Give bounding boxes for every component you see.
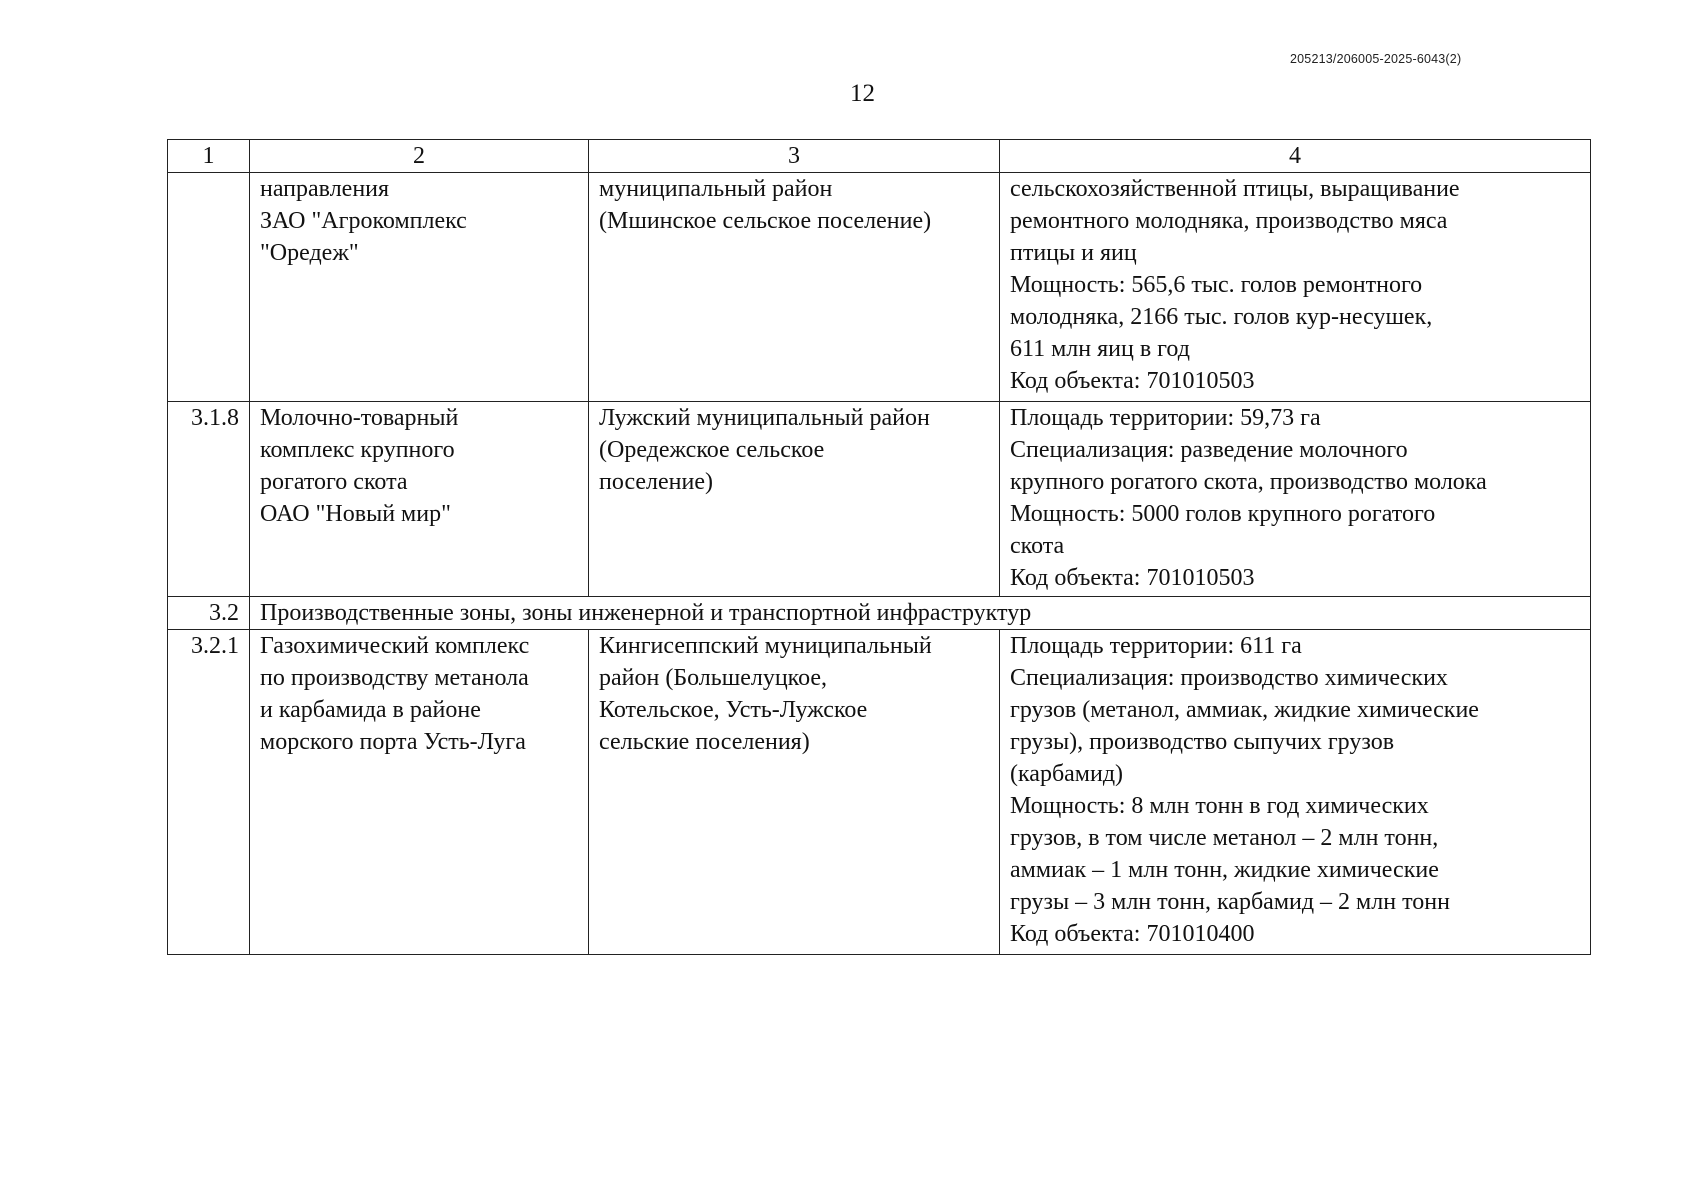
characteristics-cell bbox=[1000, 402, 1591, 597]
cell-line: грузов (метанол, аммиак, жидкие химические bbox=[1010, 697, 1479, 723]
cell-line: Код объекта: 701010400 bbox=[1010, 921, 1255, 947]
characteristics-cell bbox=[1000, 173, 1591, 402]
cell-line: Мощность: 8 млн тонн в год химических bbox=[1010, 793, 1429, 819]
cell-line: Лужский муниципальный район bbox=[599, 405, 930, 431]
cell-line: ремонтного молодняка, производство мяса bbox=[1010, 208, 1448, 234]
column-header: 4 bbox=[1000, 140, 1591, 173]
cell-line: направления bbox=[260, 176, 390, 202]
cell-line: морского порта Усть-Луга bbox=[260, 729, 526, 755]
cell-line: Специализация: разведение молочного bbox=[1010, 437, 1408, 463]
object-name-cell bbox=[250, 630, 589, 955]
object-name-cell bbox=[250, 402, 589, 597]
location-cell bbox=[589, 402, 1000, 597]
cell-line: Молочно-товарный bbox=[260, 405, 459, 431]
cell-line: Мощность: 565,6 тыс. голов ремонтного bbox=[1010, 272, 1423, 298]
document-id: 205213/206005-2025-6043(2) bbox=[1290, 52, 1462, 66]
row-number-cell: 3.2.1 bbox=[168, 630, 250, 955]
cell-line: Котельское, Усть-Лужское bbox=[599, 697, 868, 723]
cell-line: ЗАО "Агрокомплекс bbox=[260, 208, 467, 234]
cell-line: птицы и яиц bbox=[1010, 240, 1137, 266]
cell-line: (Оредежское сельское bbox=[599, 437, 825, 463]
cell-line: Площадь территории: 611 га bbox=[1010, 633, 1302, 659]
cell-line: Газохимический комплекс bbox=[260, 633, 530, 659]
cell-line: Специализация: производство химических bbox=[1010, 665, 1448, 691]
location-cell bbox=[589, 630, 1000, 955]
cell-line: аммиак – 1 млн тонн, жидкие химические bbox=[1010, 857, 1439, 883]
cell-line: молодняка, 2166 тыс. голов кур-несушек, bbox=[1010, 304, 1433, 330]
object-name-cell bbox=[250, 173, 589, 402]
cell-line: район (Большелуцкое, bbox=[599, 665, 828, 691]
cell-line: Площадь территории: 59,73 га bbox=[1010, 405, 1321, 431]
section-title-cell: Производственные зоны, зоны инженерной и транспортной инфраструктур bbox=[250, 597, 1591, 630]
cell-line: сельскохозяйственной птицы, выращивание bbox=[1010, 176, 1460, 202]
cell-line: "Оредеж" bbox=[260, 240, 359, 266]
cell-line: и карбамида в районе bbox=[260, 697, 481, 723]
cell-line: поселение) bbox=[599, 469, 713, 495]
cell-line: грузов, в том числе метанол – 2 млн тонн, bbox=[1010, 825, 1439, 851]
cell-line: (карбамид) bbox=[1010, 761, 1124, 787]
row-number-cell: 3.1.8 bbox=[168, 402, 250, 597]
cell-line: грузы), производство сыпучих грузов bbox=[1010, 729, 1395, 755]
cell-line: Мощность: 5000 голов крупного рогатого bbox=[1010, 501, 1436, 527]
cell-line: ОАО "Новый мир" bbox=[260, 501, 451, 527]
data-table bbox=[167, 139, 1591, 955]
location-cell bbox=[589, 173, 1000, 402]
section-number-cell: 3.2 bbox=[168, 597, 250, 630]
cell-line: Кингисеппский муниципальный bbox=[599, 633, 932, 659]
table-row bbox=[168, 630, 1591, 955]
characteristics-cell bbox=[1000, 630, 1591, 955]
cell-line: по производству метанола bbox=[260, 665, 529, 691]
cell-line: сельские поселения) bbox=[599, 729, 810, 755]
cell-line: Код объекта: 701010503 bbox=[1010, 565, 1255, 591]
column-header: 2 bbox=[250, 140, 589, 173]
column-header: 3 bbox=[589, 140, 1000, 173]
table-header-row bbox=[168, 140, 1591, 173]
column-header: 1 bbox=[168, 140, 250, 173]
cell-line: скота bbox=[1010, 533, 1065, 559]
cell-line: 611 млн яиц в год bbox=[1010, 336, 1190, 362]
section-row bbox=[168, 597, 1591, 630]
table-row bbox=[168, 402, 1591, 597]
table-row bbox=[168, 173, 1591, 402]
row-number-cell bbox=[168, 173, 250, 402]
cell-line: муниципальный район bbox=[599, 176, 833, 202]
cell-line: (Мшинское сельское поселение) bbox=[599, 208, 932, 234]
cell-line: рогатого скота bbox=[260, 469, 408, 495]
cell-line: крупного рогатого скота, производство молока bbox=[1010, 469, 1487, 495]
cell-line: Код объекта: 701010503 bbox=[1010, 368, 1255, 394]
cell-line: грузы – 3 млн тонн, карбамид – 2 млн тонн bbox=[1010, 889, 1450, 915]
page-number: 12 bbox=[850, 80, 875, 107]
cell-line: комплекс крупного bbox=[260, 437, 455, 463]
